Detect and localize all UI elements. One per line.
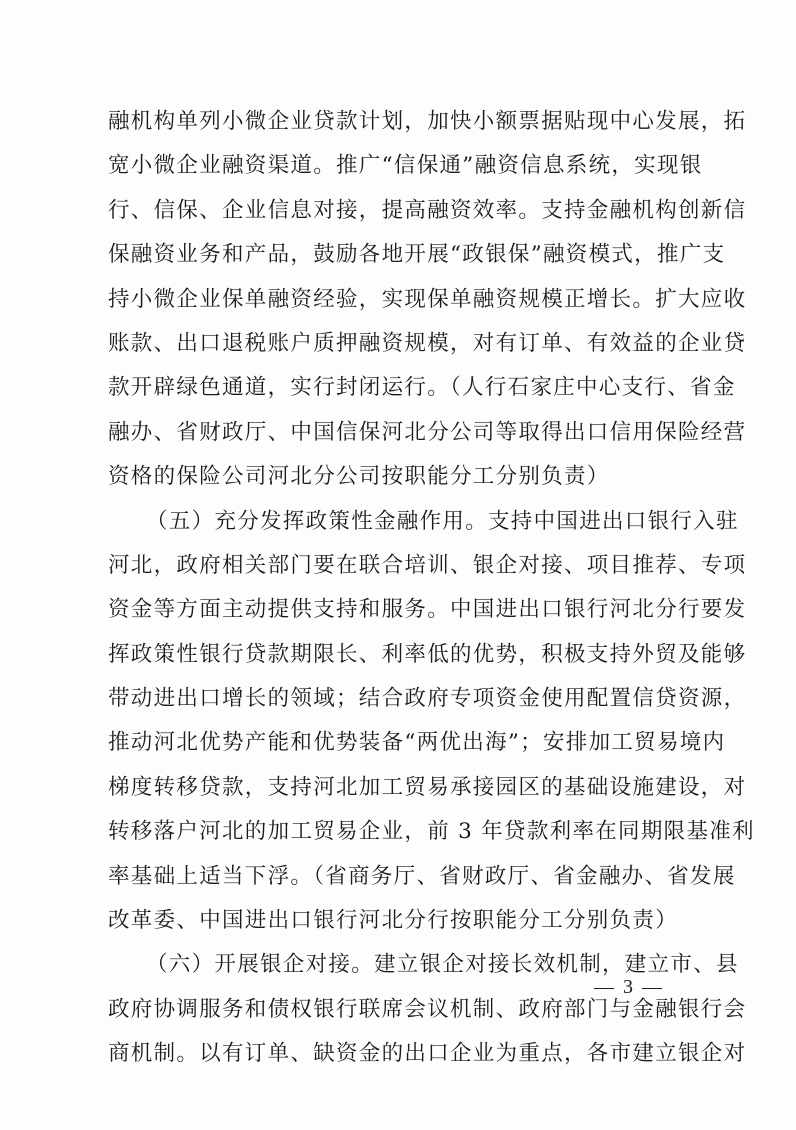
text-line: （六）开展银企对接。建立银企对接长效机制，建立市、县 xyxy=(146,952,739,978)
text-line: （五）充分发挥政策性金融作用。支持中国进出口银行入驻 xyxy=(146,508,739,534)
text-line: 梯度转移贷款，支持河北加工贸易承接园区的基础设施建设，对 xyxy=(108,774,747,800)
body-text xyxy=(108,100,755,1077)
text-line: 河北，政府相关部门要在联合培训、银企对接、项目推荐、专项 xyxy=(108,552,747,578)
text-line: 融机构单列小微企业贷款计划，加快小额票据贴现中心发展，拓 xyxy=(108,109,747,134)
text-line: 挥政策性银行贷款期限长、利率低的优势，积极支持外贸及能够 xyxy=(108,641,747,667)
text-line: 保融资业务和产品，鼓励各地开展“政银保”融资模式，推广支 xyxy=(108,242,726,268)
text-line: 带动进出口增长的领域；结合政府专项资金使用配置信贷资源， xyxy=(108,686,747,712)
text-line: 商机制。以有订单、缺资金的出口企业为重点，各市建立银企对 xyxy=(108,1041,747,1067)
text-line: 融办、省财政厅、中国信保河北分公司等取得出口信用保险经营 xyxy=(108,419,747,445)
text-line: 行、信保、企业信息对接，提高融资效率。支持金融机构创新信 xyxy=(108,197,747,223)
text-line: 款开辟绿色通道，实行封闭运行。（人行石家庄中心支行、省金 xyxy=(108,375,736,401)
page-number: — 3 — xyxy=(594,976,664,998)
text-line: 改革委、中国进出口银行河北分行按职能分工分别负责） xyxy=(108,908,679,934)
text-line: 率基础上适当下浮。（省商务厅、省财政厅、省金融办、省发展 xyxy=(108,863,736,889)
text-line: 推动河北优势产能和优势装备“两优出海”；安排加工贸易境内 xyxy=(108,730,726,756)
text-line: 资格的保险公司河北分公司按职能分工分别负责） xyxy=(108,464,610,490)
text-line: 宽小微企业融资渠道。推广“信保通”融资信息系统，实现银 xyxy=(108,153,703,179)
text-line: 资金等方面主动提供支持和服务。中国进出口银行河北分行要发 xyxy=(108,597,747,623)
text-line: 政府协调服务和债权银行联席会议机制、政府部门与金融银行会 xyxy=(108,996,747,1022)
text-line: 账款、出口退税账户质押融资规模，对有订单、有效益的企业贷 xyxy=(108,330,747,356)
text-line: 持小微企业保单融资经验，实现保单融资规模正增长。扩大应收 xyxy=(108,286,747,312)
text-line: 转移落户河北的加工贸易企业，前 3 年贷款利率在同期限基准利 xyxy=(108,819,755,845)
